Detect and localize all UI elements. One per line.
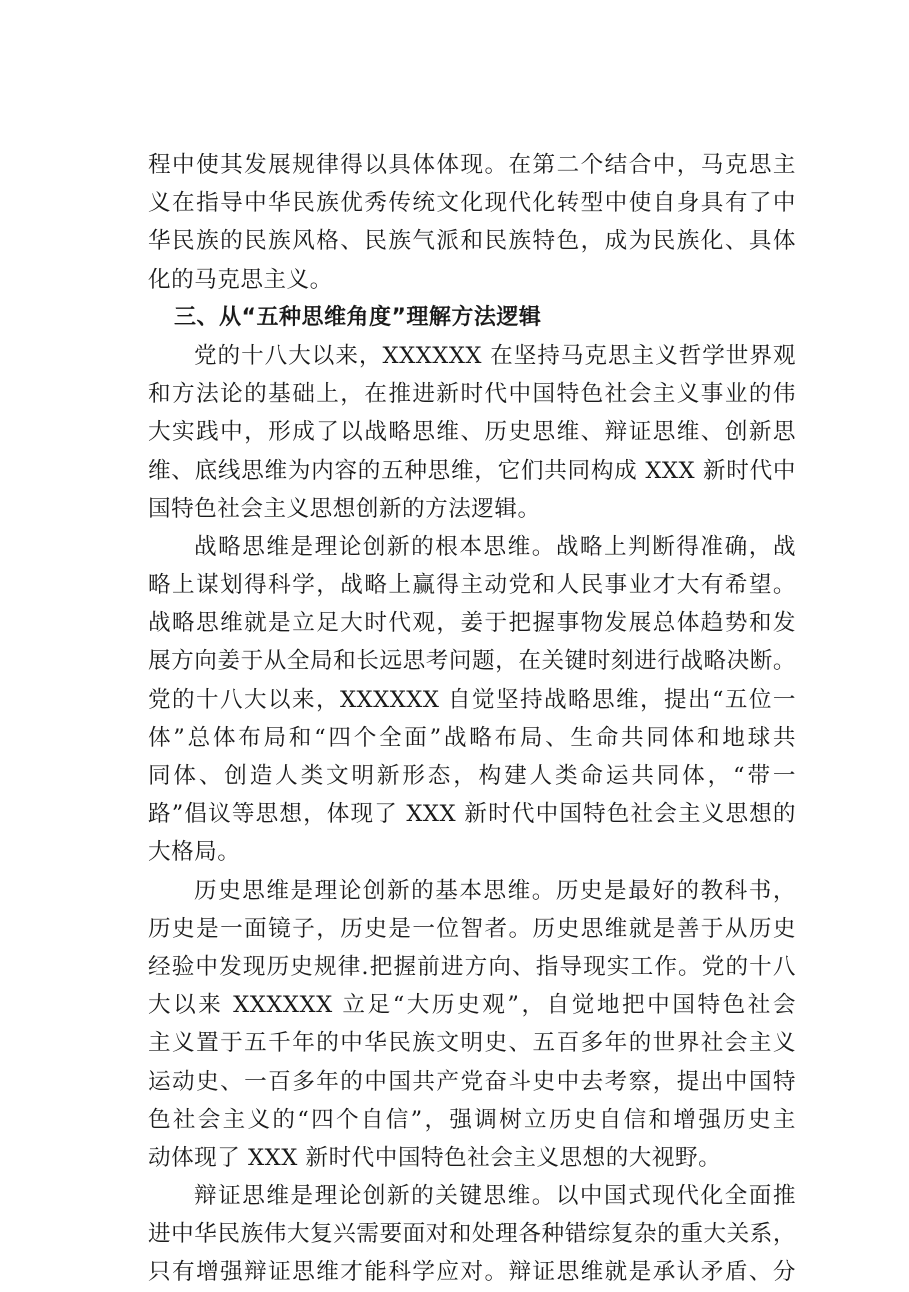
- text-line: 维、底线思维为内容的五种思维，它们共同构成 XXX 新时代中: [148, 457, 796, 484]
- text-line: 化的马克思主义。: [148, 266, 333, 293]
- text-line: 历史思维是理论创新的基本思维。历史是最好的教科书，: [194, 877, 796, 904]
- text-line: 同体、创造人类文明新形态，构建人类命运共同体，“带一: [148, 763, 796, 789]
- text-line: 展方向姜于从全局和长远思考问题，在关键时刻进行战略决断。: [148, 648, 796, 675]
- paragraph: [148, 337, 796, 528]
- text-line: 只有增强辩证思维才能科学应对。辩证思维就是承认矛盾、分: [148, 1259, 796, 1286]
- text-line: 和方法论的基础上，在推进新时代中国特色社会主义事业的伟: [148, 381, 796, 408]
- text-line: 战略思维是理论创新的根本思维。战略上判断得准确，战: [194, 533, 796, 560]
- text-line: 华民族的民族风格、民族气派和民族特色，成为民族化、具体: [148, 228, 796, 255]
- text-line: 大以来 XXXXXX 立足“大历史观”，自觉地把中国特色社会: [148, 992, 796, 1019]
- text-line: 经验中发现历史规律.把握前进方向、指导现实工作。党的十八: [148, 953, 796, 980]
- text-line: 大格局。: [148, 839, 241, 866]
- text-line: 主义置于五千年的中华民族文明史、五百多年的世界社会主义: [148, 1030, 796, 1057]
- text-line: 义在指导中华民族优秀传统文化现代化转型中使自身具有了中: [148, 190, 796, 217]
- text-line: 动体现了 XXX 新时代中国特色社会主义思想的大视野。: [148, 1144, 722, 1171]
- text-line: 进中华民族伟大复兴需要面对和处理各种错综复杂的重大关系，: [148, 1221, 796, 1248]
- text-line: 大实践中，形成了以战略思维、历史思维、辩证思维、创新思: [148, 419, 796, 446]
- paragraph: [148, 528, 796, 872]
- document-page: [148, 146, 796, 1292]
- text-line: 党的十八大以来，XXXXXX 自觉坚持战略思维，提出“五位一: [148, 686, 796, 713]
- text-line: 国特色社会主义思想创新的方法逻辑。: [148, 495, 541, 522]
- text-line: 党的十八大以来，XXXXXX 在坚持马克思主义哲学世界观: [194, 342, 796, 369]
- paragraph: [148, 146, 796, 299]
- section-heading: [148, 299, 796, 337]
- text-line: 体”总体布局和“四个全面”战略布局、生命共同体和地球共: [148, 724, 796, 751]
- text-line: 程中使其发展规律得以具体体现。在第二个结合中，马克思主: [148, 152, 796, 178]
- text-line: 运动史、一百多年的中国共产党奋斗史中去考察，提出中国特: [148, 1068, 796, 1095]
- text-line: 色社会主义的“四个自信”，强调树立历史自信和增强历史主: [148, 1106, 796, 1133]
- heading-text: 三、从“五种思维角度”理解方法逻辑: [174, 304, 542, 330]
- text-line: 战略思维就是立足大时代观，姜于把握事物发展总体趋势和发: [148, 610, 796, 637]
- paragraph: [148, 1177, 796, 1292]
- text-line: 辩证思维是理论创新的关键思维。以中国式现代化全面推: [194, 1183, 796, 1210]
- text-line: 略上谋划得科学，战略上赢得主动党和人民事业才大有希望。: [148, 572, 796, 599]
- text-line: 历史是一面镜子，历史是一位智者。历史思维就是善于从历史: [148, 915, 796, 942]
- text-line: 路”倡议等思想，体现了 XXX 新时代中国特色社会主义思想的: [148, 801, 796, 828]
- paragraph: [148, 872, 796, 1178]
